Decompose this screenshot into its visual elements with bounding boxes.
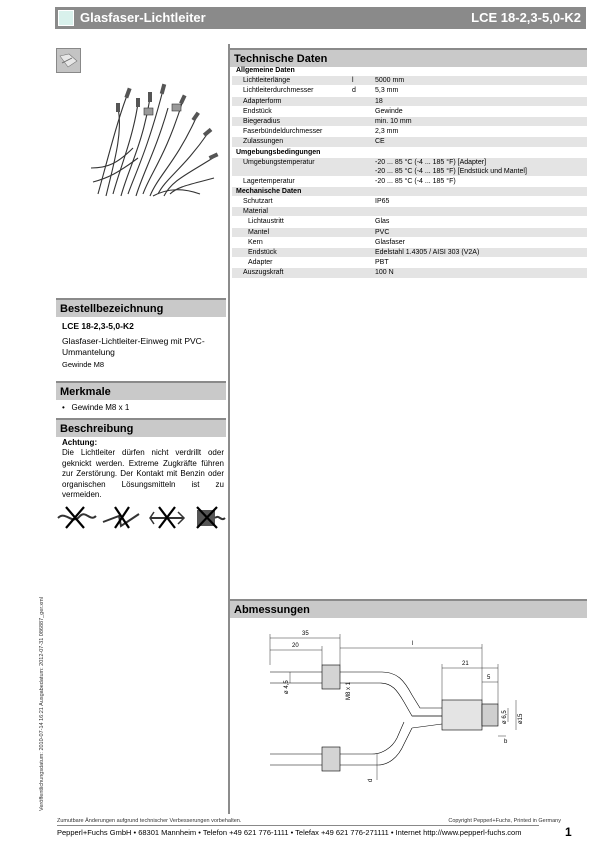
product-thumbnail-icon xyxy=(56,48,81,73)
column-divider xyxy=(228,44,230,814)
page-number: 1 xyxy=(565,825,572,839)
dim-m8: M8 x 1 xyxy=(346,681,352,700)
table-row: Lichtaustritt Glas xyxy=(232,217,587,227)
dim-35: 35 xyxy=(302,631,309,637)
group-header: Umgebungsbedingungen xyxy=(232,148,587,158)
table-row: Adapter PBT xyxy=(232,258,587,268)
group-header: Allgemeine Daten xyxy=(232,66,587,76)
footer-divider xyxy=(57,825,539,826)
warning-text: Die Lichtleiter dürfen nicht verdrillt oder geknickt werden. Extreme Zugkräfte führen zur Zerstörung. Der Kontakt mit Benzin oder organischen Lösungsmitteln ist zu vermeiden. xyxy=(62,448,224,499)
product-code: LCE 18-2,3-5,0-K2 xyxy=(471,10,581,25)
group-header: Mechanische Daten xyxy=(232,187,587,197)
dimension-drawing xyxy=(232,620,587,800)
tech-data-heading: Technische Daten xyxy=(230,48,587,67)
footer-address: Pepperl+Fuchs GmbH • 68301 Mannheim • Telefon +49 621 776-1111 • Telefax +49 621 776-271111 • Internet http://www.pepperl-fuchs.com xyxy=(57,828,522,837)
table-row: Faserbündeldurchmesser 2,3 mm xyxy=(232,127,587,137)
handling-warning-icons xyxy=(56,504,226,530)
table-row: Biegeradius min. 10 mm xyxy=(232,117,587,127)
order-description: Glasfaser-Lichtleiter-Einweg mit PVC-Ummantelung xyxy=(62,336,205,357)
page-title: Glasfaser-Lichtleiter xyxy=(80,10,206,25)
footer-note: Zumutbare Änderungen aufgrund technischer Verbesserungen vorbehalten. xyxy=(57,818,242,824)
dim-d15: ø15 xyxy=(518,713,524,724)
dim-d65: ø 6,5 xyxy=(502,710,508,724)
description-heading: Beschreibung xyxy=(56,418,226,437)
table-row: Kern Glasfaser xyxy=(232,238,587,248)
table-row: Endstück Gewinde xyxy=(232,107,587,117)
dim-5: 5 xyxy=(487,675,491,681)
table-row: Lichtleiterlänge l 5000 mm xyxy=(232,76,587,86)
table-row: Schutzart IP65 xyxy=(232,197,587,207)
dim-20: 20 xyxy=(292,643,299,649)
dim-l: l xyxy=(412,641,414,647)
table-row: Auszugskraft 100 N xyxy=(232,268,587,278)
dim-21: 21 xyxy=(462,661,469,667)
table-row: Endstück Edelstahl 1.4305 / AISI 303 (V2A) xyxy=(232,248,587,258)
order-code: LCE 18-2,3-5,0-K2 xyxy=(62,321,134,331)
fiber-bundle-photo xyxy=(88,78,220,198)
brand-square-icon xyxy=(58,10,74,26)
header-bar xyxy=(55,7,586,29)
no-kink-icon xyxy=(103,507,139,528)
footer-copyright: Copyright Pepperl+Fuchs, Printed in Germany xyxy=(448,818,561,824)
no-solvent-icon xyxy=(197,507,225,528)
table-row: Umgebungstemperatur -20 ... 85 °C (-4 ... 185 °F) [Adapter] -20 ... 85 °C (-4 ... 185 °F) [Endstück und Mantel] xyxy=(232,158,587,177)
dim-d: d xyxy=(368,778,374,782)
publication-info: Veröffentlichungsdatum: 2010-07-14 16:21 Ausgabedatum: 2012-07-31 086887_ger.xml xyxy=(39,597,45,811)
table-row: Mantel PVC xyxy=(232,228,587,238)
table-row: Zulassungen CE xyxy=(232,137,587,147)
no-twist-icon xyxy=(58,507,96,528)
table-row: Adapterform 18 xyxy=(232,97,587,107)
no-pull-icon xyxy=(150,507,184,528)
features-heading: Merkmale xyxy=(56,381,226,400)
dimensions-heading: Abmessungen xyxy=(230,599,587,618)
warning-title: Achtung: xyxy=(62,438,98,447)
tech-data-table xyxy=(232,66,587,279)
list-item: • Gewinde M8 x 1 xyxy=(62,403,130,412)
order-thread: Gewinde M8 xyxy=(62,360,105,369)
table-row: Lagertemperatur -20 ... 85 °C (-4 ... 185 °F) xyxy=(232,177,587,187)
order-heading: Bestellbezeichnung xyxy=(56,298,226,317)
table-row: Material xyxy=(232,207,587,217)
table-row: Lichtleiterdurchmesser d 5,3 mm xyxy=(232,86,587,96)
dim-b: b xyxy=(504,739,508,745)
dim-d45: ø 4,5 xyxy=(284,680,290,694)
